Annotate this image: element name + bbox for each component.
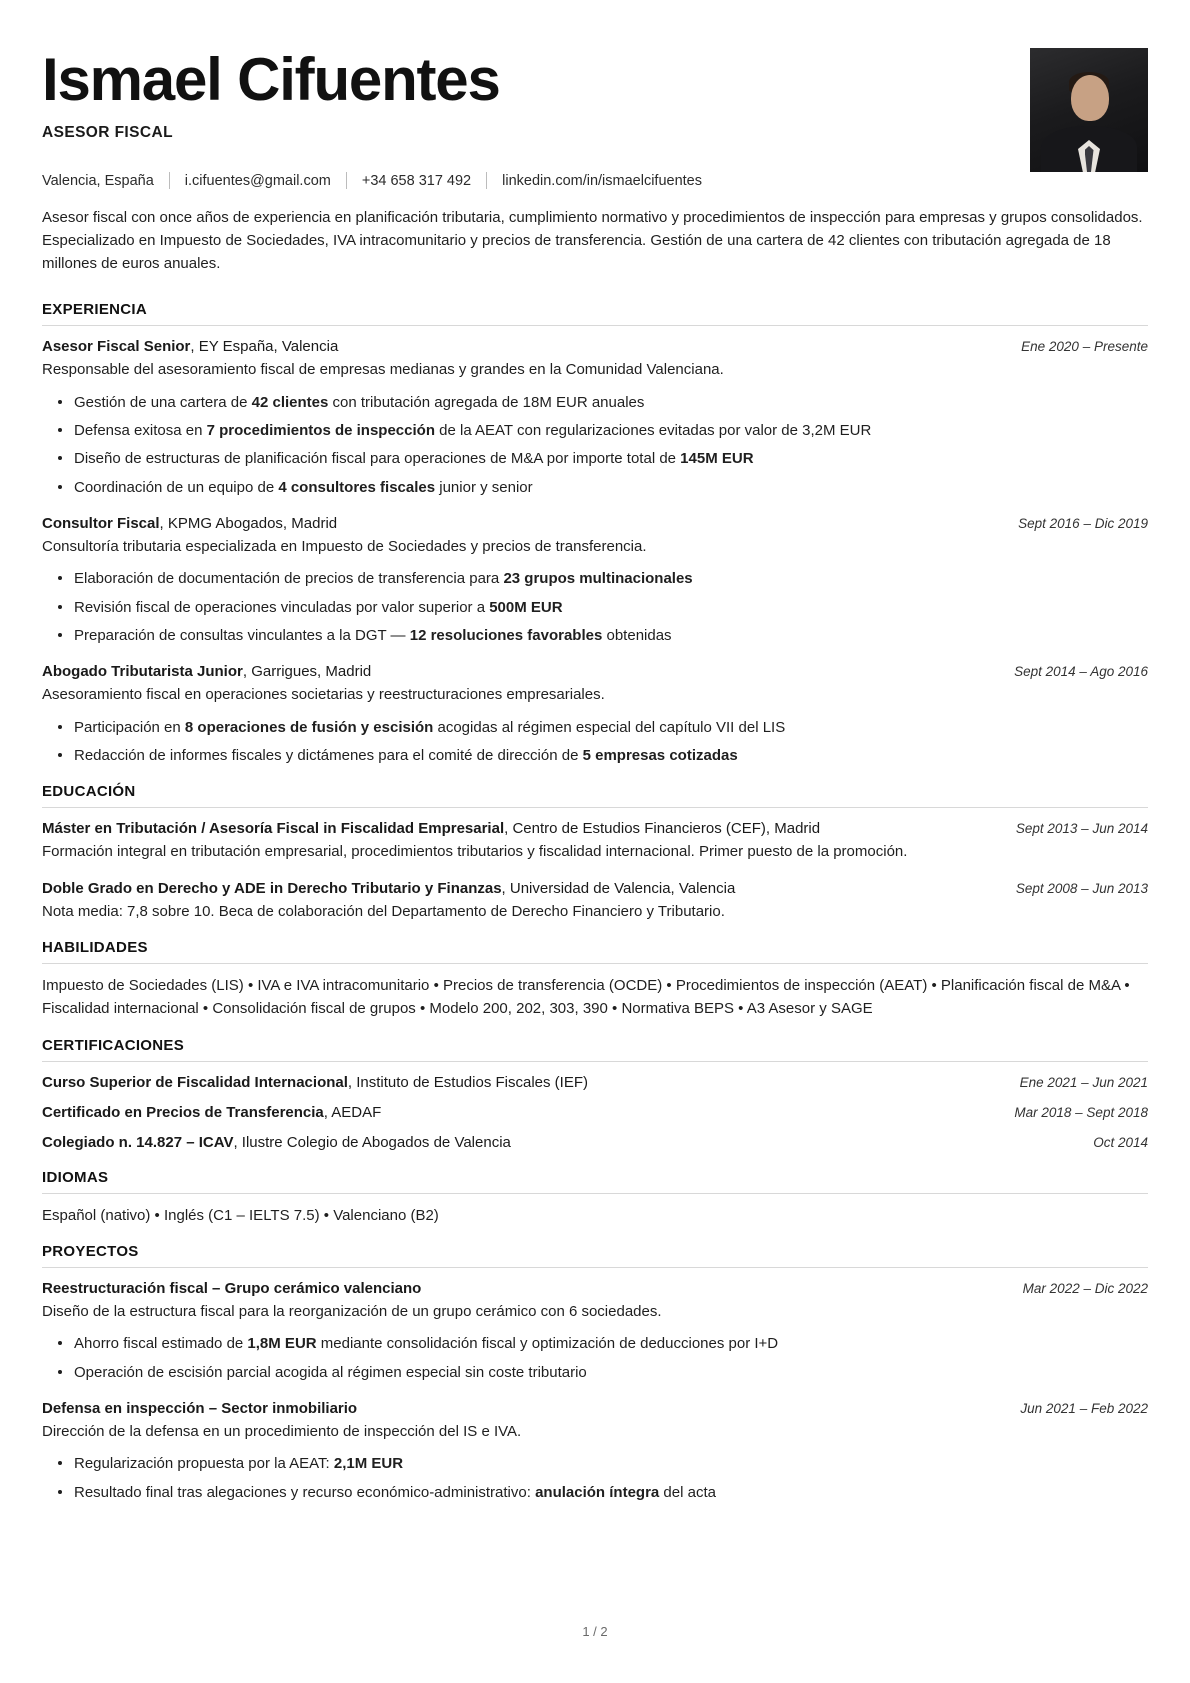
- bullet-highlight: 4 consultores fiscales: [278, 478, 436, 496]
- bullet-list: [42, 716, 1148, 768]
- section-experiencia: [42, 301, 1148, 767]
- entry-title-primary: Consultor Fiscal: [42, 514, 160, 532]
- certification-title: [42, 1072, 588, 1093]
- bullet-item: Participación en 8 operaciones de fusión y escisión acogidas al régimen especial del capítulo VII del LIS: [74, 716, 1148, 739]
- bullet-highlight: 1,8M EUR: [247, 1335, 317, 1353]
- project-entry-list: [42, 1278, 1148, 1504]
- section-divider: [42, 1061, 1148, 1062]
- section-certificaciones: [42, 1037, 1148, 1153]
- bullet-item: Resultado final tras alegaciones y recurso económico-administrativo: anulación íntegra del acta: [74, 1481, 1148, 1504]
- bullet-item: Preparación de consultas vinculantes a la DGT — 12 resoluciones favorables obtenidas: [74, 624, 1148, 647]
- section-divider: [42, 1193, 1148, 1194]
- entry-header-row: [42, 661, 1148, 682]
- section-divider: [42, 1267, 1148, 1268]
- education-entry: [42, 878, 1148, 924]
- experience-entry-list: [42, 336, 1148, 767]
- bullet-highlight: 23 grupos multinacionales: [503, 570, 693, 588]
- certification-date: Mar 2018 – Sept 2018: [1014, 1104, 1148, 1120]
- entry-title: [42, 1398, 357, 1419]
- entry-title-primary: Máster en Tributación / Asesoría Fiscal in Fiscalidad Empresarial: [42, 820, 505, 838]
- contact-line: [42, 172, 1148, 189]
- resume-header: [42, 44, 1148, 172]
- certification-title: [42, 1132, 511, 1153]
- entry-title: [42, 878, 735, 899]
- entry-description: Dirección de la defensa en un procedimiento de inspección del IS e IVA.: [42, 1422, 522, 1440]
- bullet-item: Defensa exitosa en 7 procedimientos de inspección de la AEAT con regularizaciones evitadas por valor de 3,2M EUR: [74, 419, 1148, 442]
- bullet-item: Coordinación de un equipo de 4 consultores fiscales junior y senior: [74, 476, 1148, 499]
- entry-description: Nota media: 7,8 sobre 10. Beca de colaboración del Departamento de Derecho Financiero y Tributario.: [42, 902, 725, 920]
- bullet-list: [42, 1332, 1148, 1384]
- entry-title: [42, 336, 338, 357]
- education-entry-list: [42, 818, 1148, 923]
- section-title-idiomas: IDIOMAS: [42, 1168, 109, 1186]
- entry-title: [42, 661, 371, 682]
- candidate-name: Ismael Cifuentes: [42, 46, 500, 113]
- section-habilidades: [42, 939, 1148, 1021]
- entry-header-row: [42, 336, 1148, 357]
- certification-name: Certificado en Precios de Transferencia: [42, 1103, 324, 1121]
- entry-title-primary: Doble Grado en Derecho y ADE in Derecho Tributario y Finanzas: [42, 879, 502, 897]
- bullet-item: Redacción de informes fiscales y dictámenes para el comité de dirección de 5 empresas cotizadas: [74, 744, 1148, 767]
- entry-date: Sept 2016 – Dic 2019: [1018, 515, 1148, 531]
- contact-email[interactable]: i.cifuentes@gmail.com: [184, 172, 331, 189]
- entry-header-row: [42, 878, 1148, 899]
- entry-title: [42, 513, 337, 534]
- entry-date: Sept 2013 – Jun 2014: [1015, 821, 1148, 837]
- bullet-highlight: anulación íntegra: [535, 1483, 660, 1501]
- entry-title-secondary: , EY España, Valencia: [190, 338, 339, 356]
- entry-title-primary: Abogado Tributarista Junior: [42, 663, 243, 681]
- project-entry: [42, 1398, 1148, 1504]
- bullet-highlight: 500M EUR: [489, 598, 563, 616]
- contact-divider: [346, 172, 347, 189]
- certification-name: Curso Superior de Fiscalidad Internacional: [42, 1073, 348, 1091]
- entry-header-row: [42, 1278, 1148, 1299]
- entry-title-primary: Reestructuración fiscal – Grupo cerámico valenciano: [42, 1279, 422, 1297]
- skills-text: Impuesto de Sociedades (LIS) • IVA e IVA intracomunitario • Precios de transferencia (OCDE) • Procedimientos de inspección (AEAT) • Planificación fiscal de M&A • Fiscalidad internacional • Consolidación fiscal de grupos • Modelo 200, 202, 303, 390 • Normativa BEPS • A3 Asesor y SAGE: [42, 977, 1130, 1018]
- entry-title-primary: Defensa en inspección – Sector inmobiliario: [42, 1399, 358, 1417]
- experience-entry: [42, 661, 1148, 767]
- section-title-educacion: EDUCACIÓN: [42, 783, 136, 801]
- experience-entry: [42, 513, 1148, 647]
- page-footer: 1 / 2: [582, 1624, 608, 1639]
- candidate-role: ASESOR FISCAL: [42, 123, 173, 141]
- bullet-list: [42, 1452, 1148, 1504]
- bullet-list: [42, 391, 1148, 499]
- contact-divider: [169, 172, 170, 189]
- entry-description: Consultoría tributaria especializada en Impuesto de Sociedades y precios de transferencia.: [42, 537, 647, 555]
- bullet-item: Ahorro fiscal estimado de 1,8M EUR mediante consolidación fiscal y optimización de deducciones por I+D: [74, 1332, 1148, 1355]
- section-educacion: [42, 783, 1148, 923]
- bullet-item: Regularización propuesta por la AEAT: 2,1M EUR: [74, 1452, 1148, 1475]
- entry-title-secondary: , Garrigues, Madrid: [242, 663, 372, 681]
- section-divider: [42, 807, 1148, 808]
- entry-header-row: [42, 818, 1148, 839]
- certification-row: [42, 1132, 1148, 1153]
- section-proyectos: [42, 1243, 1148, 1504]
- entry-description: Formación integral en tributación empresarial, procedimientos tributarios y fiscalidad internacional. Primer puesto de la promoción.: [42, 843, 908, 861]
- portrait-photo: [1030, 48, 1148, 172]
- project-entry: [42, 1278, 1148, 1384]
- entry-title-secondary: , KPMG Abogados, Madrid: [159, 514, 338, 532]
- education-entry: [42, 818, 1148, 864]
- bullet-item: Gestión de una cartera de 42 clientes con tributación agregada de 18M EUR anuales: [74, 391, 1148, 414]
- bullet-highlight: 2,1M EUR: [333, 1455, 404, 1473]
- professional-summary: Asesor fiscal con once años de experiencia en planificación tributaria, cumplimiento normativo y procedimientos de inspección para empresas y grupos consolidados. Especializado en Impuesto de Sociedades, IVA intracomunitario y precios de transferencia. Gestión de una cartera de 42 clientes con tributación agregada de 18 millones de euros anuales.: [42, 209, 1143, 272]
- contact-linkedin[interactable]: linkedin.com/in/ismaelcifuentes: [502, 172, 702, 189]
- entry-date: Ene 2020 – Presente: [1021, 339, 1148, 355]
- bullet-item: Elaboración de documentación de precios de transferencia para 23 grupos multinacionales: [74, 567, 1148, 590]
- certification-row: [42, 1102, 1148, 1123]
- entry-header-row: [42, 513, 1148, 534]
- entry-date: Mar 2022 – Dic 2022: [1022, 1280, 1148, 1296]
- section-idiomas: [42, 1169, 1148, 1227]
- entry-title-secondary: , Centro de Estudios Financieros (CEF), Madrid: [504, 820, 821, 838]
- experience-entry: [42, 336, 1148, 499]
- entry-description: Diseño de la estructura fiscal para la reorganización de un grupo cerámico con 6 sociedades.: [42, 1302, 662, 1320]
- contact-divider: [486, 172, 487, 189]
- certification-issuer: , AEDAF: [323, 1103, 382, 1121]
- certification-date: Oct 2014: [1093, 1134, 1148, 1150]
- contact-location: Valencia, España: [42, 172, 154, 189]
- portrait-head-shape: [1071, 75, 1109, 121]
- bullet-highlight: 8 operaciones de fusión y escisión: [184, 718, 434, 736]
- certification-row: [42, 1072, 1148, 1093]
- entry-header-row: [42, 1398, 1148, 1419]
- bullet-highlight: 12 resoluciones favorables: [409, 626, 603, 644]
- section-title-certificaciones: CERTIFICACIONES: [42, 1036, 185, 1054]
- bullet-item: Revisión fiscal de operaciones vinculadas por valor superior a 500M EUR: [74, 596, 1148, 619]
- entry-description: Asesoramiento fiscal en operaciones societarias y reestructuraciones empresariales.: [42, 686, 605, 704]
- entry-title: [42, 1278, 421, 1299]
- entry-title: [42, 818, 820, 839]
- certification-list: [42, 1072, 1148, 1153]
- section-title-proyectos: PROYECTOS: [42, 1242, 139, 1260]
- entry-date: Sept 2014 – Ago 2016: [1014, 664, 1148, 680]
- bullet-highlight: 7 procedimientos de inspección: [206, 422, 435, 440]
- header-text-block: [42, 44, 1030, 164]
- languages-text: Español (nativo) • Inglés (C1 – IELTS 7.5) • Valenciano (B2): [42, 1206, 439, 1224]
- certification-issuer: , Instituto de Estudios Fiscales (IEF): [347, 1073, 588, 1091]
- certification-title: [42, 1102, 381, 1123]
- bullet-highlight: 145M EUR: [680, 450, 754, 468]
- bullet-list: [42, 567, 1148, 647]
- certification-date: Ene 2021 – Jun 2021: [1019, 1074, 1148, 1090]
- section-title-experiencia: EXPERIENCIA: [42, 301, 147, 319]
- entry-date: Sept 2008 – Jun 2013: [1015, 880, 1148, 896]
- bullet-item: Operación de escisión parcial acogida al régimen especial sin coste tributario: [74, 1361, 1148, 1384]
- section-divider: [42, 963, 1148, 964]
- contact-phone[interactable]: +34 658 317 492: [361, 172, 472, 189]
- bullet-highlight: 5 empresas cotizadas: [582, 746, 738, 764]
- section-title-habilidades: HABILIDADES: [42, 939, 148, 957]
- certification-name: Colegiado n. 14.827 – ICAV: [42, 1133, 234, 1151]
- entry-title-primary: Asesor Fiscal Senior: [42, 338, 191, 356]
- bullet-highlight: 42 clientes: [251, 393, 329, 411]
- certification-issuer: , Ilustre Colegio de Abogados de Valencia: [233, 1133, 511, 1151]
- entry-date: Jun 2021 – Feb 2022: [1020, 1400, 1148, 1416]
- bullet-item: Diseño de estructuras de planificación fiscal para operaciones de M&A por importe total de 145M EUR: [74, 447, 1148, 470]
- entry-title-secondary: , Universidad de Valencia, Valencia: [501, 879, 736, 897]
- entry-description: Responsable del asesoramiento fiscal de empresas medianas y grandes en la Comunidad Valenciana.: [42, 361, 724, 379]
- section-divider: [42, 325, 1148, 326]
